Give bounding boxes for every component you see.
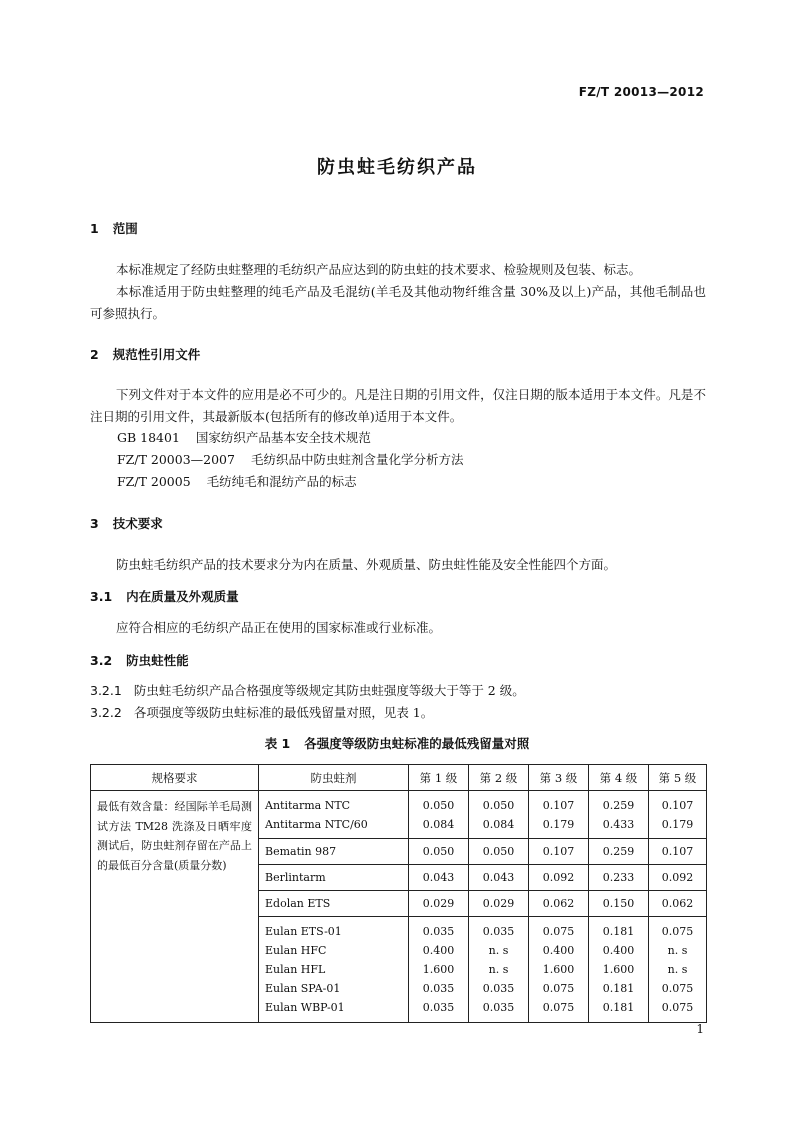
agent-name: Eulan HFL	[265, 963, 326, 976]
header-cell: 第 5 级	[649, 765, 707, 791]
grade-value-cell	[649, 839, 707, 865]
grade-value-cell	[589, 891, 649, 917]
grade-value: 0.029	[422, 897, 455, 910]
grade-value: 0.035	[482, 1001, 515, 1014]
agent-name: Bematin 987	[265, 845, 337, 858]
section-2-number: 2	[90, 347, 99, 362]
grade-value: 0.092	[542, 871, 575, 884]
section-3-1-number: 3.1	[90, 589, 113, 604]
grade-value: 0.433	[602, 817, 635, 831]
grade-value: 0.029	[482, 897, 515, 910]
requirement-cell: 最低有效含量：经国际羊毛局测试方法 TM28 洗涤及日晒牢度测试后，防虫蛀剂存留在产品上的最低百分含量(质量分数)	[91, 791, 259, 1023]
reference-item	[117, 472, 357, 490]
grade-value: 0.150	[602, 897, 635, 910]
grade-value: n. s	[488, 963, 509, 976]
reference-item	[117, 428, 371, 446]
grade-value-cell	[409, 839, 469, 865]
grade-value: 0.043	[482, 871, 515, 884]
header-cell: 第 4 级	[589, 765, 649, 791]
grade-value: 0.062	[542, 897, 575, 910]
agent-name: Berlintarm	[265, 871, 326, 884]
grade-value: 0.075	[542, 925, 575, 938]
grade-value: 0.181	[602, 982, 635, 995]
grade-value: 0.062	[661, 897, 694, 910]
grade-value-cell	[529, 839, 589, 865]
grade-value: 0.075	[542, 982, 575, 995]
table-caption-number: 表 1	[264, 736, 291, 751]
agent-name: Antitarma NTC	[265, 798, 351, 812]
agent-cell	[259, 917, 409, 1023]
grade-value-cell	[589, 791, 649, 839]
agent-cell	[259, 865, 409, 891]
grade-value-cell	[529, 865, 589, 891]
grade-value: 0.107	[542, 845, 575, 858]
grade-value: 0.107	[661, 798, 694, 812]
section-3-2-title: 防虫蛀性能	[126, 653, 189, 668]
agent-name: Eulan WBP-01	[265, 1001, 345, 1014]
grade-value-cell	[409, 791, 469, 839]
grade-value: 1.600	[542, 963, 575, 976]
section-1-para-2: 本标准适用于防虫蛀整理的纯毛产品及毛混纺(羊毛及其他动物纤维含量 30%及以上)产品，其他毛制品也可参照执行。	[90, 284, 706, 321]
grade-value: 0.075	[542, 1001, 575, 1014]
grade-value-cell	[409, 891, 469, 917]
agent-name: Eulan SPA-01	[265, 982, 341, 995]
table-caption	[0, 734, 794, 752]
section-1-title: 范围	[112, 221, 138, 236]
grade-value-cell	[409, 865, 469, 891]
grade-value: 0.179	[661, 817, 694, 831]
section-1-para-1: 本标准规定了经防虫蛀整理的毛纺织产品应达到的防虫蛀的技术要求、检验规则及包装、标志。	[116, 262, 642, 277]
grade-value: 0.035	[482, 982, 515, 995]
grade-value-cell	[649, 891, 707, 917]
agent-name: Eulan HFC	[265, 944, 327, 957]
grade-value: 0.084	[422, 817, 455, 831]
section-3-2-number: 3.2	[90, 653, 113, 668]
section-3-1-title: 内在质量及外观质量	[126, 589, 239, 604]
reference-code: GB 18401	[117, 430, 180, 445]
section-3-heading	[90, 514, 163, 532]
header-cell: 第 3 级	[529, 765, 589, 791]
grade-value: n. s	[488, 944, 509, 957]
grade-value: n. s	[667, 963, 688, 976]
grade-value: 0.035	[482, 925, 515, 938]
section-2-para: 下列文件对于本文件的应用是必不可少的。凡是注日期的引用文件，仅注日期的版本适用于本文件。凡是不注日期的引用文件，其最新版本(包括所有的修改单)适用于本文件。	[90, 387, 706, 424]
agent-cell	[259, 791, 409, 839]
table-caption-text: 各强度等级防虫蛀标准的最低残留量对照	[304, 736, 530, 751]
grade-value: 0.050	[422, 845, 455, 858]
grade-value-cell	[649, 791, 707, 839]
grade-value-cell	[589, 839, 649, 865]
section-3-2-2-number: 3.2.2	[90, 705, 122, 720]
reference-name: 毛纺织品中防虫蛀剂含量化学分析方法	[250, 452, 464, 467]
grade-value: 0.035	[422, 1001, 455, 1014]
section-3-2-2-text: 各项强度等级防虫蛀标准的最低残留量对照，见表 1。	[133, 705, 434, 720]
section-2-title: 规范性引用文件	[112, 347, 201, 362]
grade-value: n. s	[667, 944, 688, 957]
grade-value: 0.050	[482, 845, 515, 858]
section-3-para: 防虫蛀毛纺织产品的技术要求分为内在质量、外观质量、防虫蛀性能及安全性能四个方面。	[116, 557, 617, 572]
section-3-1-heading	[90, 587, 239, 605]
reference-name: 毛纺纯毛和混纺产品的标志	[206, 474, 357, 489]
grade-value-cell	[649, 865, 707, 891]
section-3-2-1	[90, 680, 525, 701]
section-3-title: 技术要求	[112, 516, 163, 531]
grade-value: 0.181	[602, 925, 635, 938]
section-3-2-heading	[90, 651, 189, 669]
grade-value: 0.035	[422, 982, 455, 995]
agent-name: Eulan ETS-01	[265, 925, 342, 938]
grade-value-cell	[469, 865, 529, 891]
grade-value-cell	[529, 891, 589, 917]
section-1-heading	[90, 219, 138, 237]
grade-value: 0.259	[602, 798, 635, 812]
agent-name: Antitarma NTC/60	[265, 817, 368, 831]
section-2-heading	[90, 345, 200, 363]
grade-value-cell	[589, 917, 649, 1023]
table-row	[91, 791, 707, 839]
grade-value: 0.259	[602, 845, 635, 858]
grade-value: 0.181	[602, 1001, 635, 1014]
grade-value-cell	[409, 917, 469, 1023]
grade-value: 0.075	[661, 925, 694, 938]
grade-value: 1.600	[602, 963, 635, 976]
grade-value-cell	[469, 891, 529, 917]
grade-value: 1.600	[422, 963, 455, 976]
grade-value: 0.035	[422, 925, 455, 938]
grade-value: 0.400	[602, 944, 635, 957]
header-cell: 第 2 级	[469, 765, 529, 791]
grade-value: 0.092	[661, 871, 694, 884]
page-number: 1	[696, 1022, 704, 1036]
grade-value-cell	[529, 791, 589, 839]
reference-name: 国家纺织产品基本安全技术规范	[195, 430, 371, 445]
section-3-2-1-text: 防虫蛀毛纺织产品合格强度等级规定其防虫蛀强度等级大于等于 2 级。	[133, 683, 525, 698]
grade-value: 0.043	[422, 871, 455, 884]
grade-value-cell	[649, 917, 707, 1023]
reference-code: FZ/T 20003—2007	[117, 452, 235, 467]
grade-value-cell	[469, 791, 529, 839]
agent-name: Edolan ETS	[265, 897, 331, 910]
document-title: 防虫蛀毛纺织产品	[317, 157, 477, 178]
section-3-2-1-number: 3.2.1	[90, 683, 122, 698]
section-3-1-para: 应符合相应的毛纺织产品正在使用的国家标准或行业标准。	[116, 620, 442, 635]
grade-value-cell	[469, 917, 529, 1023]
agent-cell	[259, 891, 409, 917]
grade-value-cell	[529, 917, 589, 1023]
standard-number: FZ/T 20013—2012	[578, 85, 704, 99]
header-cell: 规格要求	[91, 765, 259, 791]
reference-code: FZ/T 20005	[117, 474, 191, 489]
residue-table	[90, 764, 707, 1023]
grade-value: 0.400	[422, 944, 455, 957]
agent-cell	[259, 839, 409, 865]
header-cell: 防虫蛀剂	[259, 765, 409, 791]
reference-item	[117, 450, 463, 468]
grade-value: 0.084	[482, 817, 515, 831]
grade-value: 0.075	[661, 1001, 694, 1014]
section-1-number: 1	[90, 221, 99, 236]
grade-value: 0.075	[661, 982, 694, 995]
grade-value: 0.107	[661, 845, 694, 858]
section-3-2-2	[90, 702, 433, 723]
grade-value-cell	[589, 865, 649, 891]
grade-value: 0.400	[542, 944, 575, 957]
section-3-number: 3	[90, 516, 99, 531]
grade-value: 0.050	[422, 798, 455, 812]
grade-value-cell	[469, 839, 529, 865]
header-cell: 第 1 级	[409, 765, 469, 791]
grade-value: 0.233	[602, 871, 635, 884]
table-header-row	[91, 765, 707, 791]
grade-value: 0.050	[482, 798, 515, 812]
grade-value: 0.107	[542, 798, 575, 812]
grade-value: 0.179	[542, 817, 575, 831]
